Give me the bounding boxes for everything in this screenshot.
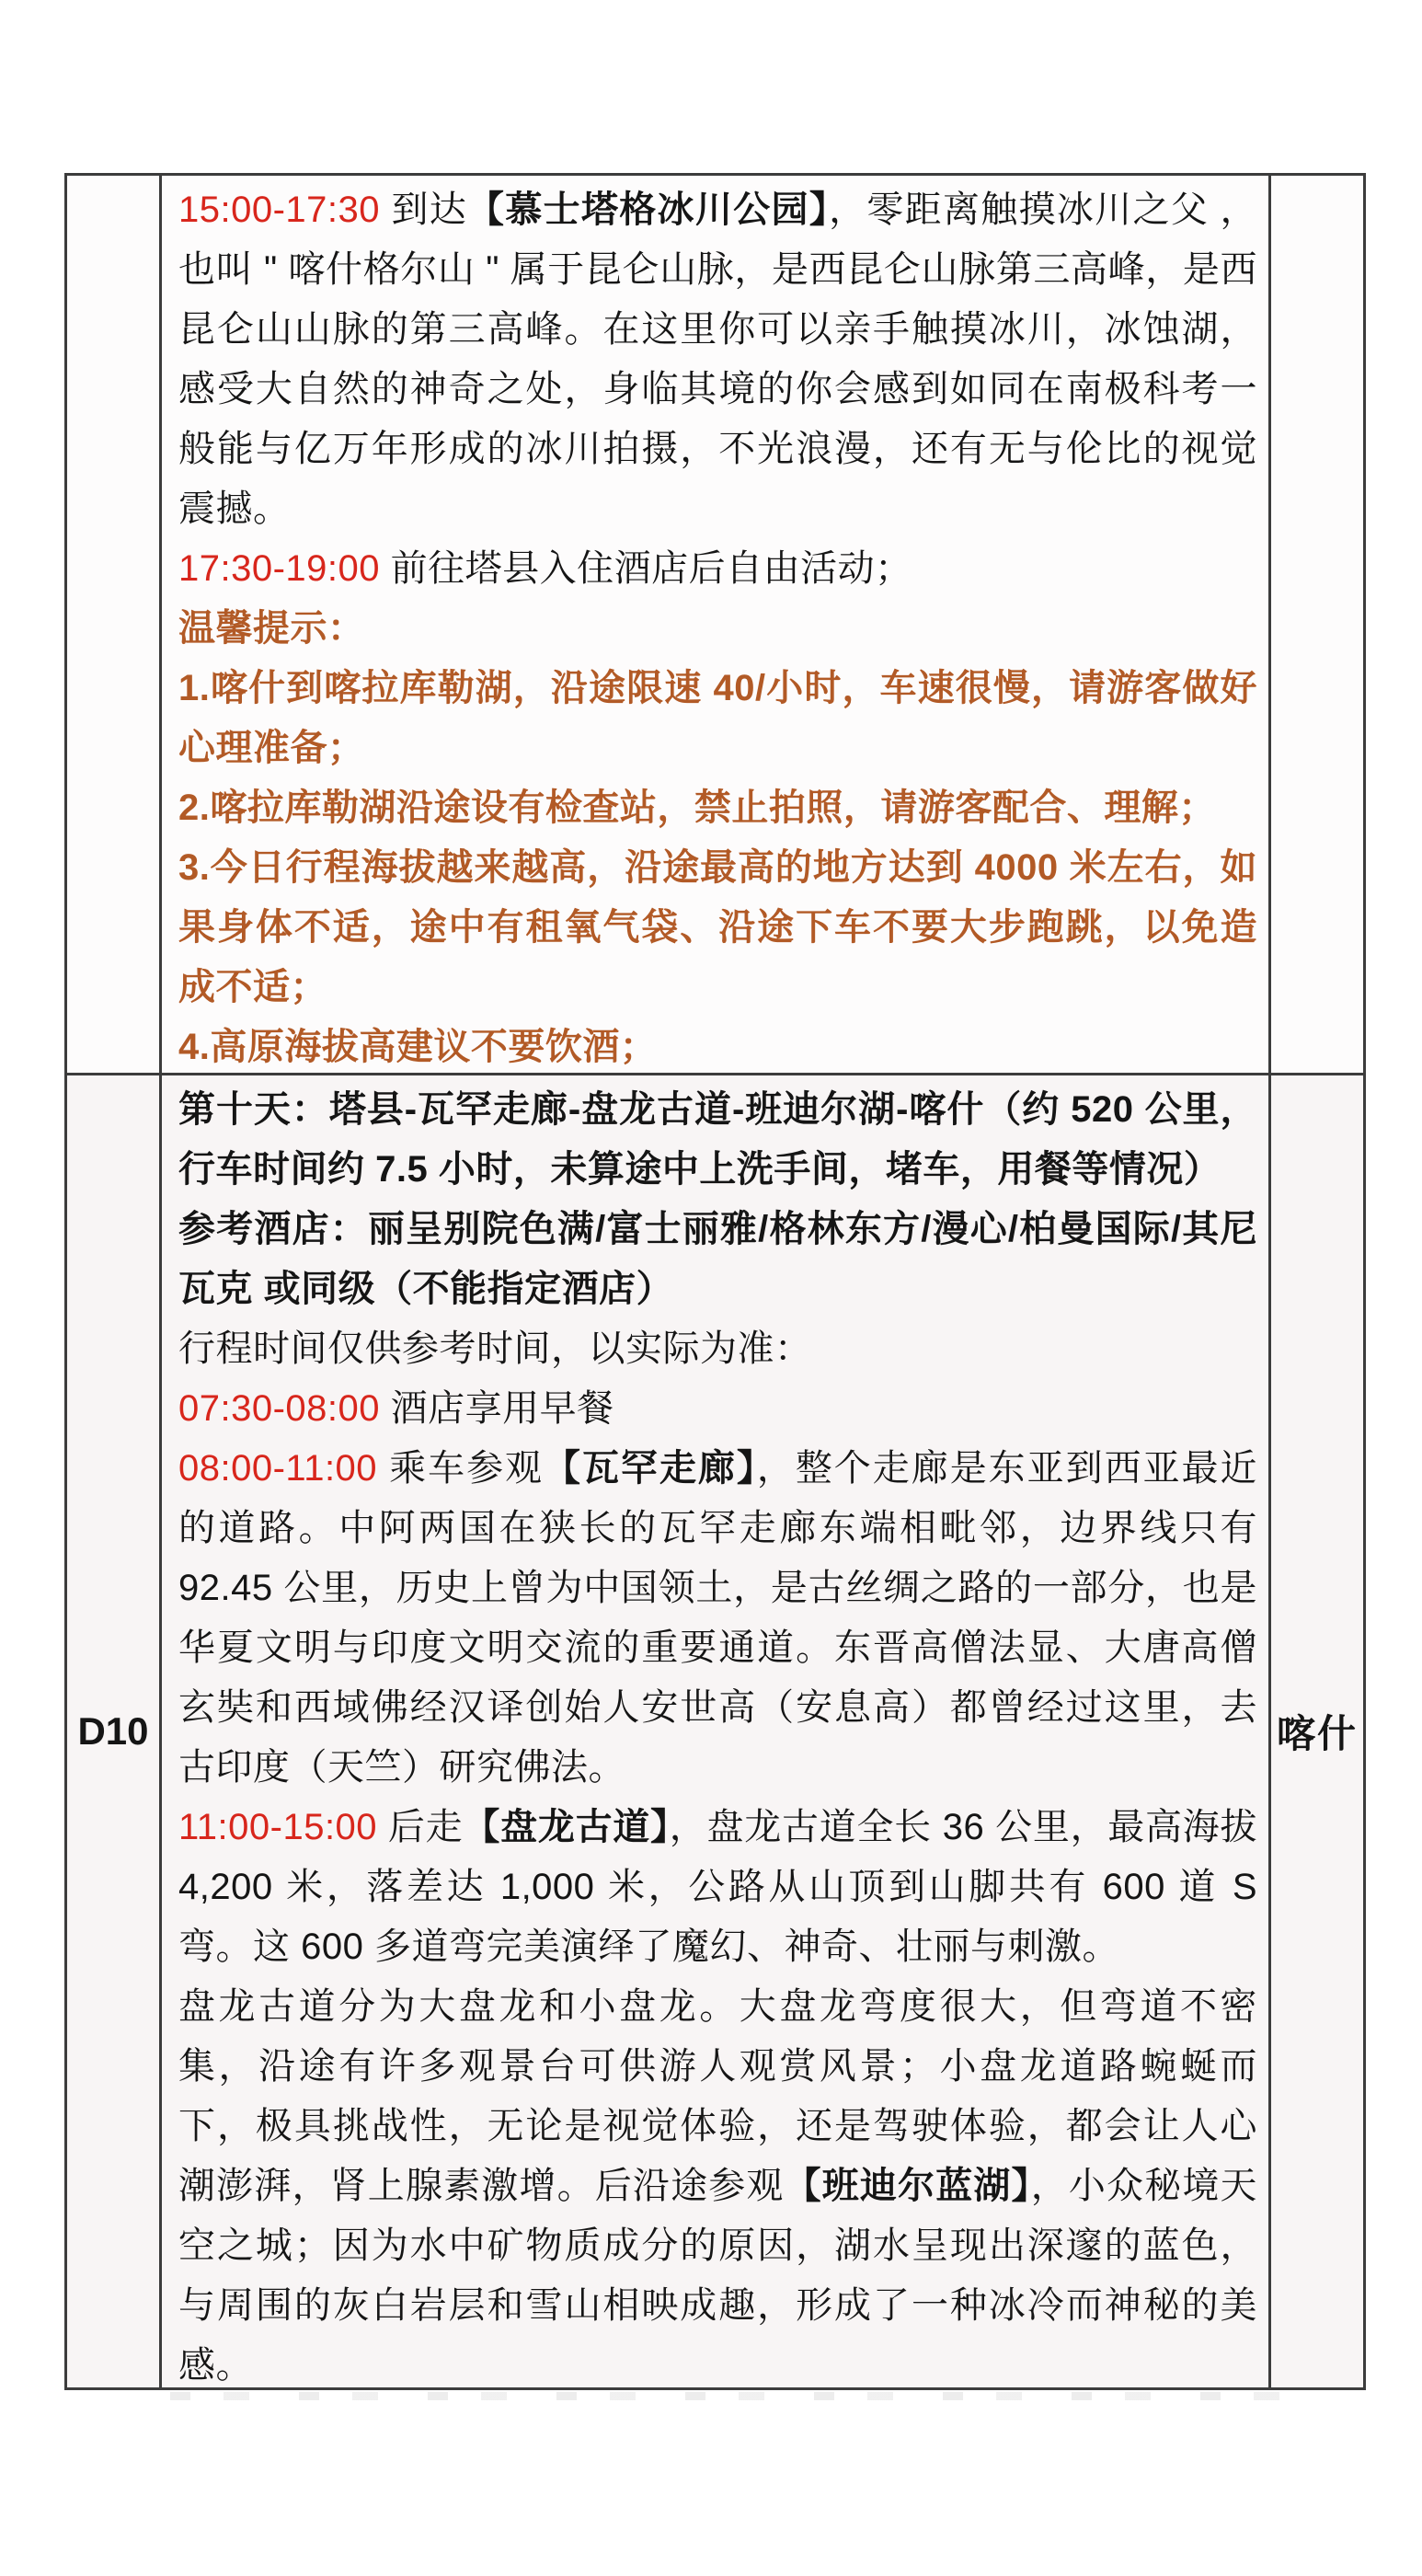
text-run: 1.喀什到喀拉库勒湖，沿途限速 40/小时，车速很慢，请游客做好心理准备； (178, 668, 1257, 768)
time-range: 11:00-15:00 (178, 1807, 388, 1847)
text-run: 温馨提示： (178, 608, 365, 649)
itinerary-text (162, 1075, 1268, 2387)
text-run: 第十天：塔县-瓦罕走廊-盘龙古道-班迪尔湖-喀什（约 520 公里，行车时间约 7.5 小时，未算途中上洗手间，堵车，用餐等情况） (178, 1089, 1257, 1190)
cut-off-next-row-remnant (170, 2392, 1315, 2400)
table-row (67, 1073, 1363, 2387)
table-row (67, 176, 1363, 1073)
paragraph (178, 1977, 1257, 2387)
paragraph (178, 1319, 1257, 1379)
day-cell (67, 176, 162, 1073)
text-run: 3.今日行程海拔越来越高，沿途最高的地方达到 4000 米左右，如果身体不适，途中有租氧气袋、沿途下车不要大步跑跳，以免造成不适； (178, 847, 1257, 1007)
text-run: 4.高原海拔高建议不要饮酒； (178, 1027, 658, 1067)
text-run: 到达 (391, 190, 468, 230)
paragraph (178, 539, 1257, 599)
text-run: ，零距离触摸冰川之父 ，也叫 " 喀什格尔山 " 属于昆仑山脉，是西昆仑山脉第三高峰，是西昆仑山山脉的第三高峰。在这里你可以亲手触摸冰川，冰蚀湖，感受大自然的神奇之处，身临其境的你会感到如同在南极科考一般能与亿万年形成的冰川拍摄，不光浪漫，还有无与伦比的视觉震撼。 (178, 190, 1257, 529)
itinerary-cell (162, 1075, 1271, 2387)
paragraph (178, 1798, 1257, 1977)
text-run: ，小众秘境天空之城；因为水中矿物质成分的原因，湖水呈现出深邃的蓝色，与周围的灰白岩层和雪山相映成趣，形成了一种冰冷而神秘的美感。 (178, 2166, 1258, 2386)
text-run: 乘车参观 (389, 1448, 545, 1489)
day-label: D10 (77, 1709, 149, 1753)
text-run: 2.喀拉库勒湖沿途设有检查站，禁止拍照，请游客配合、理解； (178, 788, 1216, 828)
paragraph (178, 1080, 1257, 1200)
paragraph (178, 659, 1257, 778)
text-run: 【班迪尔蓝湖】 (784, 2166, 1031, 2206)
paragraph (178, 1018, 1257, 1073)
text-run: 参考酒店：丽呈别院色满/富士丽雅/格林东方/漫心/柏曼国际/其尼瓦克 或同级（不能指定酒店） (178, 1209, 1257, 1309)
text-run: 盘龙古道分为大盘龙和小盘龙。大盘龙弯度很大，但弯道不密集，沿途有许多观景台可供游人观赏风景；小盘龙道路蜿蜒而下，极具挑战性，无论是视觉体验，还是驾驶体验，都会让人心潮澎湃，肾上腺素激增。后沿途参观 (178, 1986, 1257, 2206)
text-run: 【瓦罕走廊】 (544, 1448, 757, 1489)
paragraph (178, 838, 1257, 1018)
itinerary-cell (162, 176, 1271, 1073)
paragraph (178, 180, 1257, 539)
text-run: 【盘龙古道】 (463, 1807, 670, 1847)
itinerary-text (162, 176, 1268, 1073)
text-run: ，整个走廊是东亚到西亚最近的道路。中阿两国在狭长的瓦罕走廊东端相毗邻，边界线只有 92.45 公里，历史上曾为中国领土，是古丝绸之路的一部分，也是华夏文明与印度文明交流的重要通道。东晋高僧法显、大唐高僧玄奘和西域佛经汉译创始人安世高（安息高）都曾经过这里，去古印度（天竺）研究佛法。 (178, 1448, 1258, 1788)
text-run: 前往塔县入住酒店后自由活动； (390, 548, 912, 589)
paragraph (178, 1200, 1257, 1319)
paragraph (178, 778, 1257, 838)
time-range: 07:30-08:00 (178, 1388, 391, 1429)
text-run: 酒店享用早餐 (390, 1388, 614, 1429)
city-cell (1271, 1075, 1363, 2387)
text-run: 【慕士塔格冰川公园】 (467, 190, 830, 230)
text-run: ，盘龙古道全长 36 公里，最高海拔 4,200 米，落差达 1,000 米，公路从山顶到山脚共有 600 道 S 弯。这 600 多道弯完美演绎了魔幻、神奇、壮丽与刺激。 (178, 1807, 1258, 1967)
time-range: 17:30-19:00 (178, 548, 391, 589)
city-label: 喀什 (1276, 1712, 1358, 1755)
text-run: 后走 (387, 1807, 464, 1847)
day-cell (67, 1075, 162, 2387)
text-run: 行程时间仅供参考时间，以实际为准： (178, 1328, 812, 1369)
city-cell (1271, 176, 1363, 1073)
itinerary-table (64, 173, 1366, 2390)
time-range: 15:00-17:30 (178, 190, 392, 230)
time-range: 08:00-11:00 (178, 1448, 390, 1489)
paragraph (178, 599, 1257, 659)
paragraph (178, 1439, 1257, 1798)
paragraph (178, 1379, 1257, 1439)
